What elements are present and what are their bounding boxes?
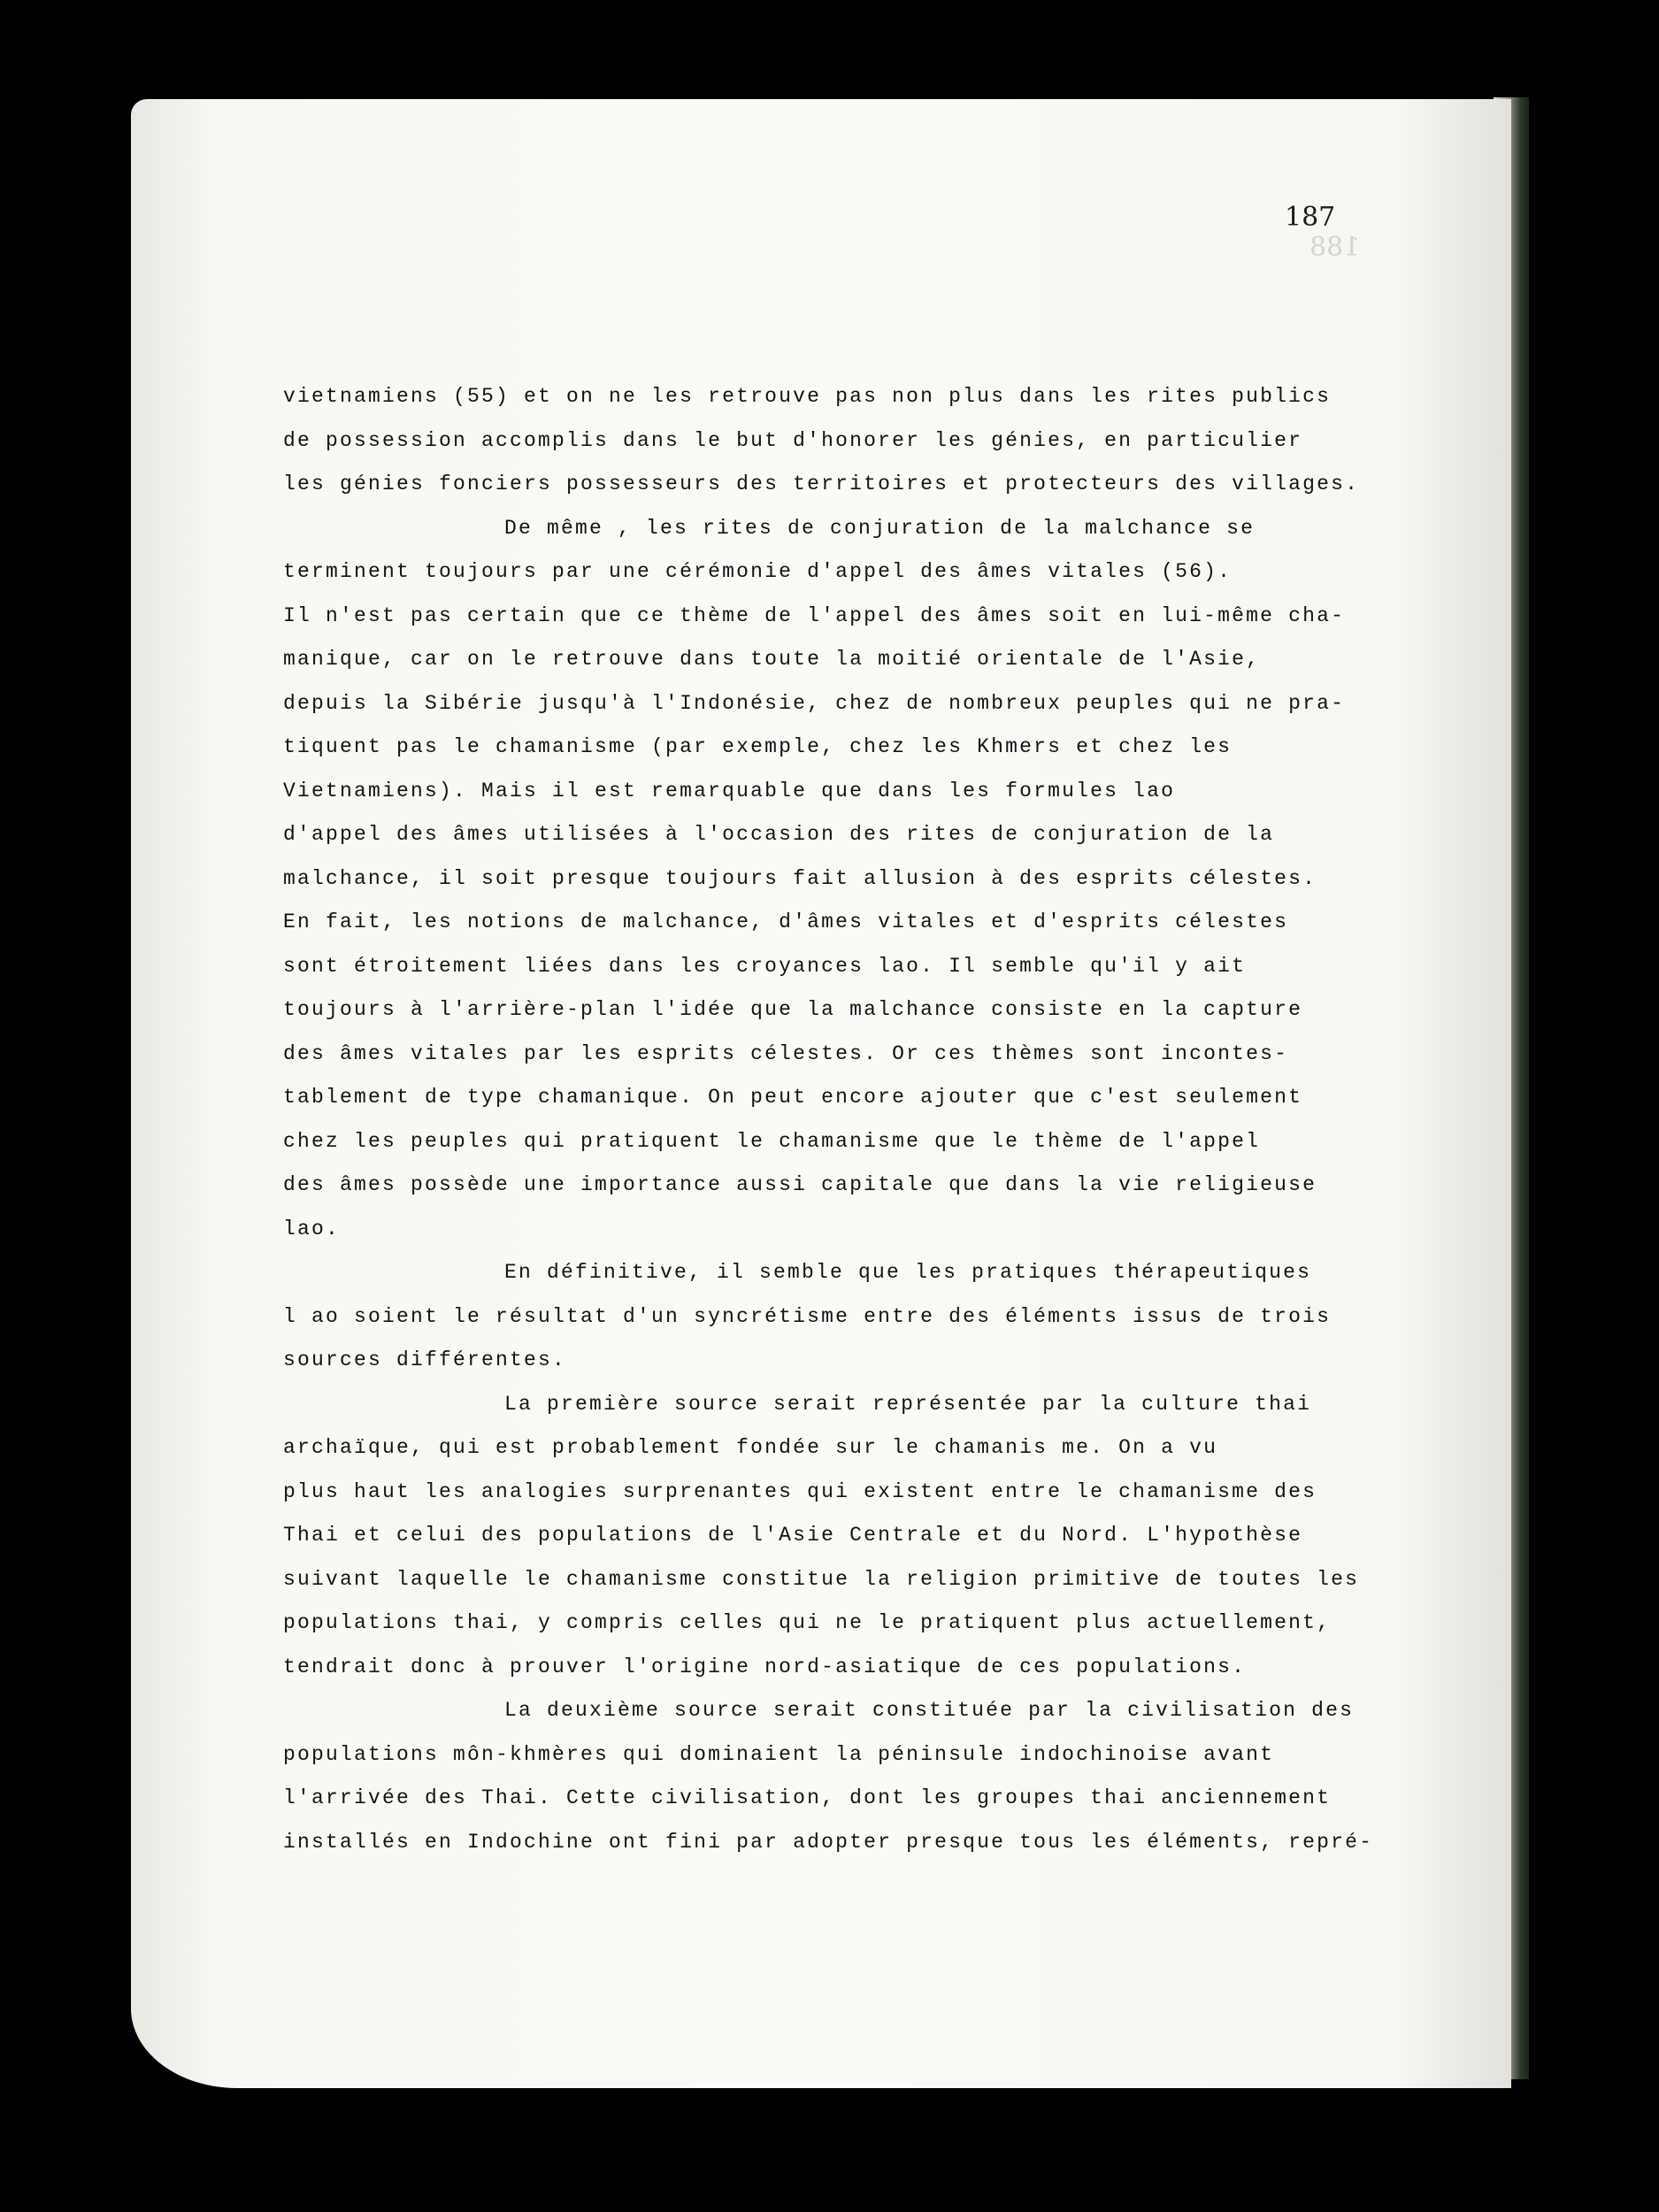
text-line: de possession accomplis dans le but d'honorer les génies, en particulier — [283, 428, 1303, 452]
text-line: tendrait donc à prouver l'origine nord-asiatique de ces populations. — [283, 1655, 1247, 1678]
text-line: des âmes vitales par les esprits célestes. Or ces thèmes sont incontes- — [283, 1041, 1289, 1065]
text-line: l'arrivée des Thai. Cette civilisation, dont les groupes thai anciennement — [283, 1786, 1332, 1809]
text-line: toujours à l'arrière-plan l'idée que la malchance consiste en la capture — [283, 998, 1303, 1021]
text-line: En fait, les notions de malchance, d'âmes vitales et d'esprits célestes — [283, 910, 1289, 933]
text-line: malchance, il soit presque toujours fait allusion à des esprits célestes. — [283, 866, 1317, 890]
text-line: installés en Indochine ont fini par adopter presque tous les éléments, repré- — [283, 1830, 1374, 1854]
body-text — [283, 375, 1374, 1864]
text-line: Il n'est pas certain que ce thème de l'appel des âmes soit en lui-même cha- — [283, 603, 1346, 627]
text-line: sont étroitement liées dans les croyances lao. Il semble qu'il y ait — [283, 954, 1247, 978]
text-line: populations thai, y compris celles qui ne le pratiquent plus actuellement, — [283, 1611, 1332, 1634]
bleed-through-page-number: 188 — [1310, 232, 1361, 263]
text-line: l ao soient le résultat d'un syncrétisme entre des éléments issus de trois — [283, 1304, 1332, 1328]
text-line: vietnamiens (55) et on ne les retrouve pas non plus dans les rites publics — [283, 385, 1332, 408]
text-line: La deuxième source serait constituée par la civilisation des — [504, 1699, 1355, 1722]
text-line: Thai et celui des populations de l'Asie Centrale et du Nord. L'hypothèse — [283, 1524, 1303, 1547]
text-line: terminent toujours par une cérémonie d'appel des âmes vitales (56). — [283, 560, 1233, 583]
text-line: d'appel des âmes utilisées à l'occasion des rites de conjuration de la — [283, 823, 1275, 846]
text-line: populations môn-khmères qui dominaient la péninsule indochinoise avant — [283, 1742, 1275, 1766]
text-line: De même , les rites de conjuration de la malchance se — [504, 516, 1256, 540]
page-number: 187 — [1285, 202, 1336, 233]
text-line: manique, car on le retrouve dans toute la moitié orientale de l'Asie, — [283, 648, 1261, 671]
text-line: des âmes possède une importance aussi capitale que dans la vie religieuse — [283, 1173, 1317, 1196]
text-line: plus haut les analogies surprenantes qui existent entre le chamanisme des — [283, 1479, 1317, 1503]
text-line: les génies fonciers possesseurs des territoires et protecteurs des villages. — [283, 472, 1360, 495]
text-line: depuis la Sibérie jusqu'à l'Indonésie, chez de nombreux peuples qui ne pra- — [283, 691, 1346, 715]
text-line: tablement de type chamanique. On peut encore ajouter que c'est seulement — [283, 1086, 1303, 1109]
text-line: archaïque, qui est probablement fondée sur le chamanis me. On a vu — [283, 1436, 1218, 1459]
text-line: Vietnamiens). Mais il est remarquable que dans les formules lao — [283, 779, 1176, 803]
text-line: En définitive, il semble que les pratiques thérapeutiques — [504, 1261, 1312, 1284]
text-line: chez les peuples qui pratiquent le chamanisme que le thème de l'appel — [283, 1129, 1261, 1153]
text-line: suivant laquelle le chamanisme constitue la religion primitive de toutes les — [283, 1567, 1360, 1591]
text-line: sources différentes. — [283, 1348, 567, 1371]
text-line: tiquent pas le chamanisme (par exemple, chez les Khmers et chez les — [283, 735, 1233, 758]
text-line: La première source serait représentée par la culture thai — [504, 1392, 1312, 1416]
text-line: lao. — [283, 1217, 341, 1240]
